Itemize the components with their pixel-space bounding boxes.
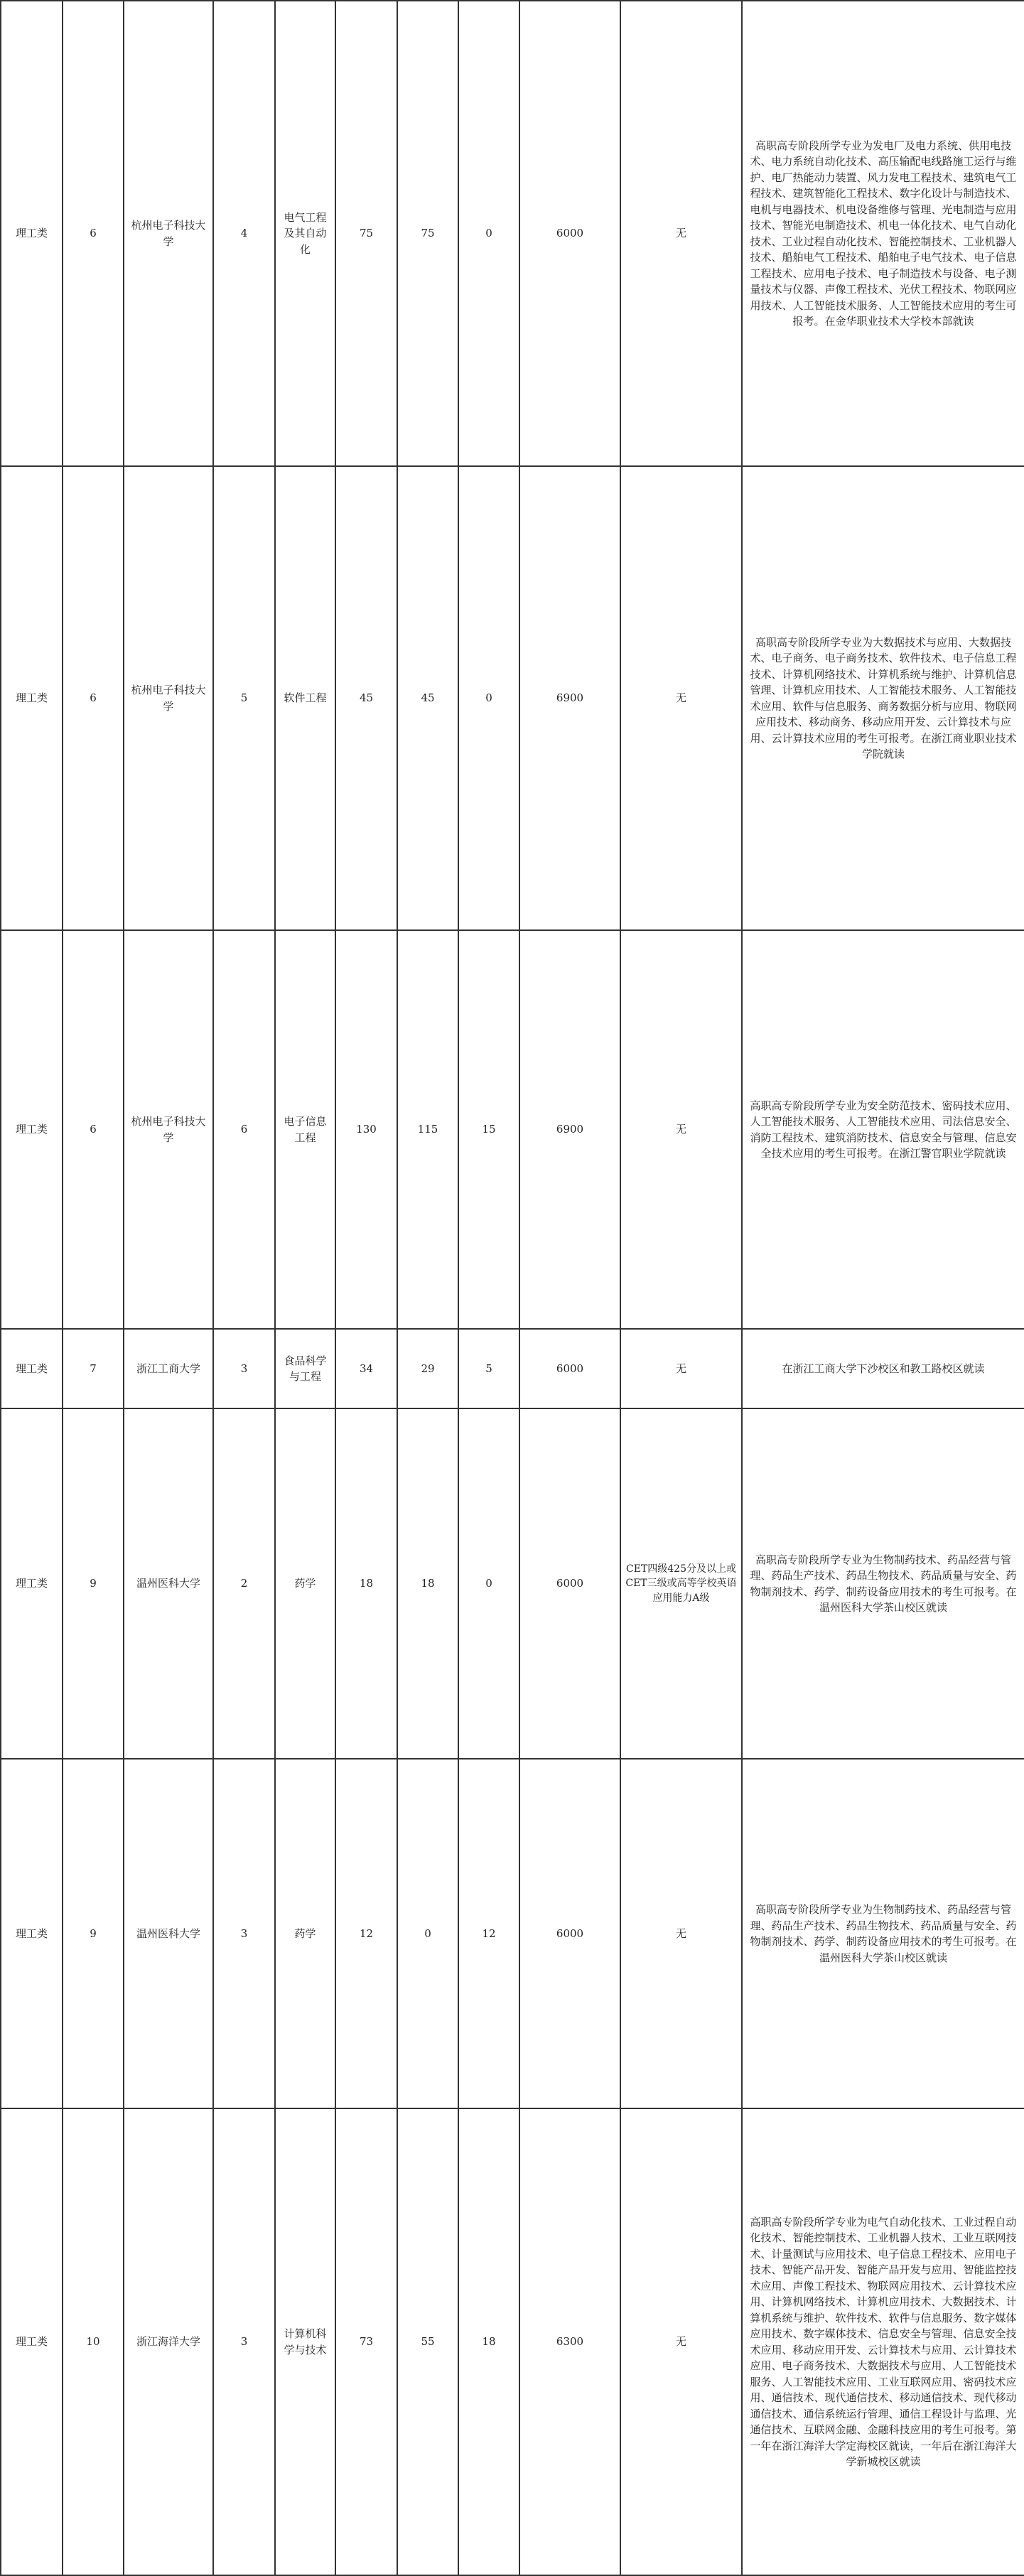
table-row bbox=[1, 2108, 1024, 2575]
major-name-cell: 软件工程 bbox=[275, 466, 335, 930]
tuition-cell: 6000 bbox=[519, 1329, 620, 1408]
major-name-cell: 电气工程及其自动化 bbox=[275, 1, 335, 466]
table-row bbox=[1, 1408, 1024, 1759]
major-name-cell: 计算机科学与技术 bbox=[275, 2108, 335, 2575]
table-row bbox=[1, 1, 1024, 466]
category-cell: 理工类 bbox=[1, 1759, 63, 2108]
school-code-cell: 7 bbox=[63, 1329, 124, 1408]
plan-total-cell: 75 bbox=[335, 1, 397, 466]
plan-b-cell: 15 bbox=[458, 930, 519, 1329]
tuition-cell: 6000 bbox=[519, 1759, 620, 2108]
school-code-cell: 10 bbox=[63, 2108, 124, 2575]
plan-b-cell: 0 bbox=[458, 1408, 519, 1759]
school-name-cell: 杭州电子科技大学 bbox=[124, 466, 213, 930]
major-code-cell: 3 bbox=[213, 1329, 275, 1408]
category-cell: 理工类 bbox=[1, 1, 63, 466]
remark-cell: 高职高专阶段所学专业为生物制药技术、药品经营与管理、药品生产技术、药品生物技术、药品质量与安全、药物制剂技术、药学、制药设备应用技术的考生可报考。在温州医科大学茶山校区就读 bbox=[742, 1408, 1024, 1759]
plan-total-cell: 73 bbox=[335, 2108, 397, 2575]
plan-total-cell: 34 bbox=[335, 1329, 397, 1408]
plan-b-cell: 12 bbox=[458, 1759, 519, 2108]
remark-cell: 在浙江工商大学下沙校区和教工路校区就读 bbox=[742, 1329, 1024, 1408]
requirement-cell: 无 bbox=[620, 1329, 742, 1408]
plan-total-cell: 130 bbox=[335, 930, 397, 1329]
major-code-cell: 3 bbox=[213, 1759, 275, 2108]
school-name-cell: 温州医科大学 bbox=[124, 1759, 213, 2108]
school-code-cell: 9 bbox=[63, 1408, 124, 1759]
tuition-cell: 6900 bbox=[519, 466, 620, 930]
major-code-cell: 4 bbox=[213, 1, 275, 466]
plan-b-cell: 0 bbox=[458, 466, 519, 930]
requirement-cell: 无 bbox=[620, 1, 742, 466]
table-row bbox=[1, 1329, 1024, 1408]
plan-a-cell: 55 bbox=[397, 2108, 458, 2575]
remark-cell: 高职高专阶段所学专业为大数据技术与应用、大数据技术、电子商务、电子商务技术、软件技术、电子信息工程技术、计算机网络技术、计算机系统与维护、计算机信息管理、计算机应用技术、人工智能技术服务、人工智能技术应用、软件与信息服务、商务数据分析与应用、物联网应用技术、移动商务、移动应用开发、云计算技术与应用、云计算技术应用的考生可报考。在浙江商业职业技术学院就读 bbox=[742, 466, 1024, 930]
major-code-cell: 6 bbox=[213, 930, 275, 1329]
major-code-cell: 5 bbox=[213, 466, 275, 930]
remark-cell: 高职高专阶段所学专业为生物制药技术、药品经营与管理、药品生产技术、药品生物技术、药品质量与安全、药物制剂技术、药学、制药设备应用技术的考生可报考。在温州医科大学茶山校区就读 bbox=[742, 1759, 1024, 2108]
remark-cell: 高职高专阶段所学专业为安全防范技术、密码技术应用、人工智能技术服务、人工智能技术应用、司法信息安全、消防工程技术、建筑消防技术、信息安全与管理、信息安全技术应用的考生可报考。在浙江警官职业学院就读 bbox=[742, 930, 1024, 1329]
remark-cell: 高职高专阶段所学专业为电气自动化技术、工业过程自动化技术、智能控制技术、工业机器人技术、工业互联网技术、计量测试与应用技术、电子信息工程技术、应用电子技术、智能产品开发、智能产品开发与应用、智能监控技术应用、声像工程技术、物联网应用技术、云计算技术应用、计算机网络技术、计算机应用技术、大数据技术、计算机系统与维护、软件技术、软件与信息服务、数字媒体应用技术、数字媒体技术、信息安全与管理、信息安全技术应用、移动应用开发、云计算技术与应用、云计算技术应用、电子商务技术、大数据技术与应用、人工智能技术服务、人工智能技术应用、工业互联网应用、密码技术应用、通信技术、现代通信技术、移动通信技术、现代移动通信技术、通信系统运行管理、通信工程设计与监理、光通信技术、互联网金融、金融科技应用的考生可报考。第一年在浙江海洋大学定海校区就读，一年后在浙江海洋大学新城校区就读 bbox=[742, 2108, 1024, 2575]
major-name-cell: 药学 bbox=[275, 1759, 335, 2108]
plan-b-cell: 5 bbox=[458, 1329, 519, 1408]
school-code-cell: 9 bbox=[63, 1759, 124, 2108]
requirement-cell: 无 bbox=[620, 2108, 742, 2575]
plan-a-cell: 45 bbox=[397, 466, 458, 930]
school-name-cell: 杭州电子科技大学 bbox=[124, 930, 213, 1329]
category-cell: 理工类 bbox=[1, 1329, 63, 1408]
school-code-cell: 6 bbox=[63, 1, 124, 466]
table-row bbox=[1, 1759, 1024, 2108]
major-name-cell: 食品科学与工程 bbox=[275, 1329, 335, 1408]
plan-b-cell: 18 bbox=[458, 2108, 519, 2575]
requirement-cell: 无 bbox=[620, 1759, 742, 2108]
table-row bbox=[1, 466, 1024, 930]
requirement-cell: 无 bbox=[620, 930, 742, 1329]
category-cell: 理工类 bbox=[1, 930, 63, 1329]
plan-a-cell: 115 bbox=[397, 930, 458, 1329]
tuition-cell: 6300 bbox=[519, 2108, 620, 2575]
category-cell: 理工类 bbox=[1, 2108, 63, 2575]
requirement-cell: 无 bbox=[620, 466, 742, 930]
table-row bbox=[1, 930, 1024, 1329]
major-code-cell: 2 bbox=[213, 1408, 275, 1759]
plan-total-cell: 45 bbox=[335, 466, 397, 930]
plan-a-cell: 75 bbox=[397, 1, 458, 466]
remark-cell: 高职高专阶段所学专业为发电厂及电力系统、供用电技术、电力系统自动化技术、高压输配电线路施工运行与维护、电厂热能动力装置、风力发电工程技术、建筑电气工程技术、建筑智能化工程技术、数字化设计与制造技术、电机与电器技术、机电设备维修与管理、光电制造与应用技术、智能光电制造技术、机电一体化技术、电气自动化技术、工业过程自动化技术、智能控制技术、工业机器人技术、船舶电气工程技术、船舶电子电气技术、电子信息工程技术、应用电子技术、电子制造技术与设备、电子测量技术与仪器、声像工程技术、光伏工程技术、物联网应用技术、人工智能技术服务、人工智能技术应用的考生可报考。在金华职业技术大学校本部就读 bbox=[742, 1, 1024, 466]
school-name-cell: 温州医科大学 bbox=[124, 1408, 213, 1759]
plan-a-cell: 29 bbox=[397, 1329, 458, 1408]
tuition-cell: 6000 bbox=[519, 1408, 620, 1759]
tuition-cell: 6900 bbox=[519, 930, 620, 1329]
major-name-cell: 药学 bbox=[275, 1408, 335, 1759]
major-code-cell: 3 bbox=[213, 2108, 275, 2575]
school-code-cell: 6 bbox=[63, 930, 124, 1329]
plan-a-cell: 18 bbox=[397, 1408, 458, 1759]
plan-b-cell: 0 bbox=[458, 1, 519, 466]
major-name-cell: 电子信息工程 bbox=[275, 930, 335, 1329]
school-name-cell: 浙江工商大学 bbox=[124, 1329, 213, 1408]
school-name-cell: 杭州电子科技大学 bbox=[124, 1, 213, 466]
category-cell: 理工类 bbox=[1, 466, 63, 930]
requirement-cell: CET四级425分及以上或CET三级或高等学校英语应用能力A级 bbox=[620, 1408, 742, 1759]
school-name-cell: 浙江海洋大学 bbox=[124, 2108, 213, 2575]
plan-total-cell: 18 bbox=[335, 1408, 397, 1759]
plan-total-cell: 12 bbox=[335, 1759, 397, 2108]
tuition-cell: 6000 bbox=[519, 1, 620, 466]
school-code-cell: 6 bbox=[63, 466, 124, 930]
category-cell: 理工类 bbox=[1, 1408, 63, 1759]
plan-a-cell: 0 bbox=[397, 1759, 458, 2108]
